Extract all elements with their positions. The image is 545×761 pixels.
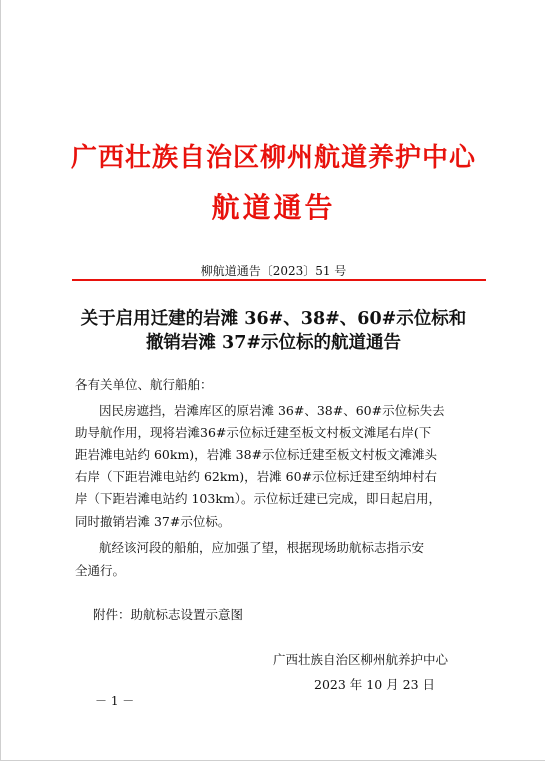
subject-title-line-2: 撤销岩滩 37#示位标的航道通告 <box>145 333 402 353</box>
paragraph-1-line: 助导航作用，现将岩滩36#示位标迁建至板文村板文滩尾右岸(下 <box>75 425 432 440</box>
subject-title-line-1: 关于启用迁建的岩滩 36#、38#、60#示位标和 <box>80 309 467 329</box>
document-number: 柳航道通告〔2023〕51 号 <box>200 264 347 278</box>
document-type-title: 航道通告 <box>211 191 336 224</box>
paragraph-1-line: 岸（下距岩滩电站约 103km）。示位标迁建已完成，即日起启用， <box>75 491 442 506</box>
paragraph-1-line: 距岩滩电站约 60km)，岩滩 38#示位标迁建至板文村板文滩滩头 <box>75 447 438 462</box>
organization-title: 广西壮族自治区柳州航道养护中心 <box>70 143 476 173</box>
paragraph-1-line: 右岸（下距岩滩电站约 62km)，岩滩 60#示位标迁建至纳坤村右 <box>75 469 438 484</box>
red-divider-line <box>72 279 486 281</box>
salutation: 各有关单位、航行船舶： <box>75 377 213 392</box>
paragraph-1-line: 因民房遮挡，岩滩库区的原岩滩 36#、38#、60#示位标失去 <box>99 403 445 418</box>
paragraph-2-line: 全通行。 <box>75 563 126 578</box>
signature-organization: 广西壮族自治区柳州航养护中心 <box>273 652 449 667</box>
paragraph-2-line: 航经该河段的船舶，应加强了望，根据现场助航标志指示安 <box>99 540 425 555</box>
paragraph-1-line: 同时撤销岩滩 37#示位标。 <box>75 514 231 529</box>
page-number: － 1 － <box>95 694 135 708</box>
signature-date: 2023 年 10 月 23 日 <box>314 677 435 692</box>
attachment-note: 附件：助航标志设置示意图 <box>93 607 244 622</box>
